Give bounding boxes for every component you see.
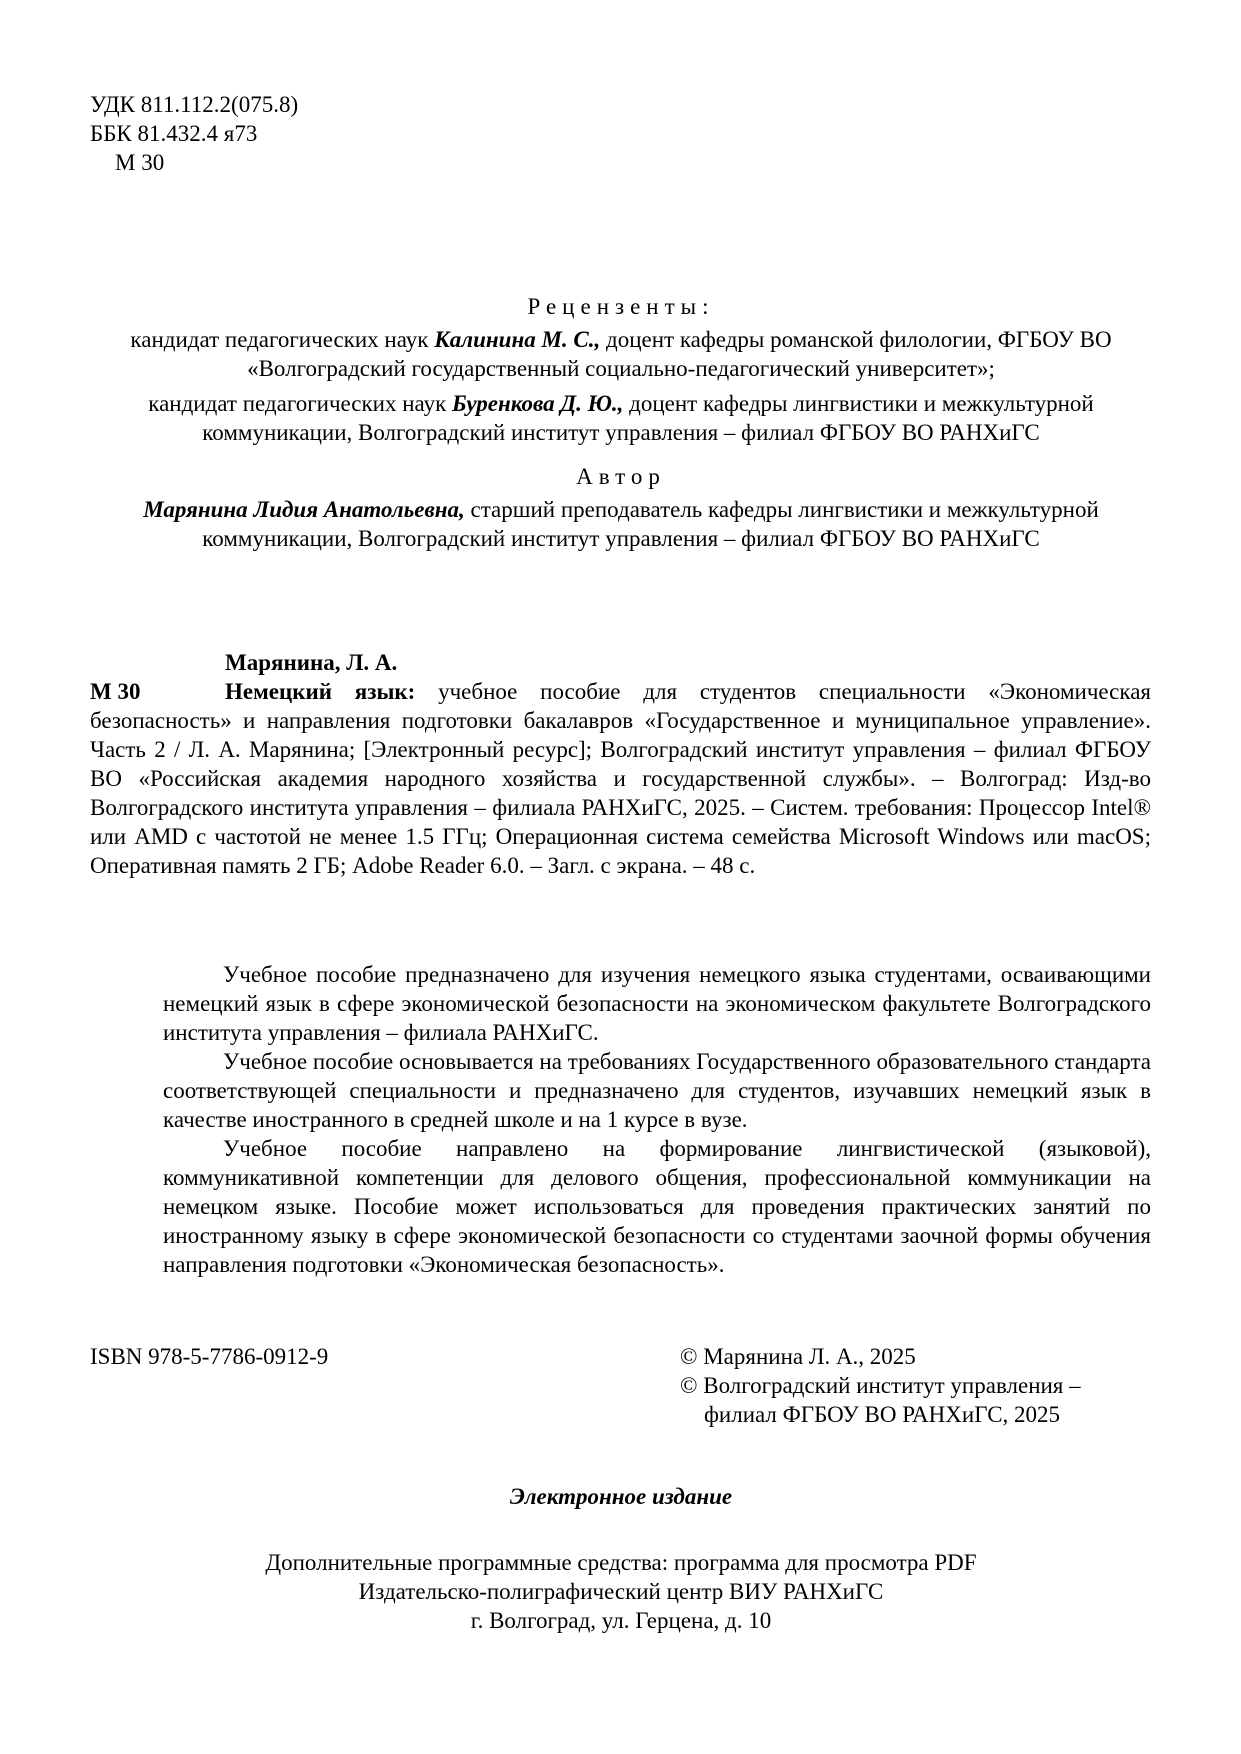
copyright-author: © Марянина Л. А., 2025 [680, 1344, 916, 1369]
author-description: старший преподаватель кафедры лингвистики и межкультурной коммуникации, Волгоградский институт управления – филиал ФГБОУ ВО РАНХиГС [202, 497, 1099, 551]
copyright-institute: © Волгоградский институт управления – [680, 1373, 1081, 1398]
bibliographic-record [90, 648, 1151, 880]
edition-note: Электронное издание [509, 1484, 733, 1509]
reviewer-1-position: доцент кафедры романской филологии, ФГБОУ ВО «Волгоградский государственный социально-педагогический университет»; [247, 327, 1112, 381]
reviewer-2 [95, 389, 1147, 447]
author-info [95, 495, 1147, 553]
copyright-block [680, 1342, 1081, 1429]
reviewer-2-position: доцент кафедры лингвистики и межкультурной коммуникации, Волгоградский институт управления – филиал ФГБОУ ВО РАНХиГС [202, 391, 1094, 445]
reviewer-1-degree: кандидат педагогических наук [130, 327, 435, 352]
publishing-info [95, 1548, 1147, 1635]
copyright-institute-cont: филиал ФГБОУ ВО РАНХиГС, 2025 [704, 1402, 1061, 1427]
udk-code: УДК 811.112.2(075.8) [90, 92, 299, 117]
publisher-address: г. Волгоград, ул. Герцена, д. 10 [470, 1608, 772, 1633]
biblio-author-heading: Марянина, Л. А. [225, 650, 398, 675]
author-section [95, 462, 1147, 553]
biblio-entry [90, 677, 1151, 880]
annotation-paragraph: Учебное пособие основывается на требованиях Государственного образовательного стандарта соответствующей специальности и предназначено для студентов, изучавших немецкий язык в качестве иностранного в средней школе и на 1 курсе в вузе. [163, 1049, 1151, 1132]
author-heading: Автор [576, 464, 666, 489]
software-requirements: Дополнительные программные средства: программа для просмотра PDF [265, 1550, 977, 1575]
classification-block [90, 90, 298, 177]
publisher-name: Издательско-полиграфический центр ВИУ РАНХиГС [358, 1579, 884, 1604]
biblio-title: Немецкий язык: [225, 679, 416, 704]
annotation-paragraph: Учебное пособие направлено на формирование лингвистической (языковой), коммуникативной компетенции для делового общения, профессиональной коммуникации на немецком языке. Пособие может использоваться для проведения практических занятий по иностранному языку в сфере экономической безопасности со студентами заочной формы обучения направления подготовки «Экономическая безопасность». [163, 1136, 1151, 1277]
biblio-code: М 30 [90, 679, 141, 704]
reviewer-2-name: Буренкова Д. Ю., [452, 391, 624, 416]
reviewers-section [95, 292, 1147, 453]
author-mark: М 30 [115, 150, 165, 175]
biblio-description: учебное пособие для студентов специальности «Экономическая безопасность» и направления подготовки бакалавров «Государственное и муниципальное управление». Часть 2 / Л. А. Марянина; [Электронный ресурс]; Волгоградский институт управления – филиал ФГБОУ ВО «Российская академия народного хозяйства и государственной службы». – Волгоград: Изд-во Волгоградского института управления – филиала РАНХиГС, 2025. – Систем. требования: Процессор Intel® или AMD с частотой не менее 1.5 ГГц; Операционная система семейства Microsoft Windows или macOS; Оперативная память 2 ГБ; Adobe Reader 6.0. – Загл. с экрана. – 48 с. [90, 679, 1151, 878]
annotation-paragraph: Учебное пособие предназначено для изучения немецкого языка студентами, осваивающими немецкий язык в сфере экономической безопасности на экономическом факультете Волгоградского института управления – филиала РАНХиГС. [163, 962, 1151, 1045]
reviewers-heading: Рецензенты: [527, 294, 715, 319]
annotation-section [163, 960, 1151, 1279]
isbn: ISBN 978-5-7786-0912-9 [90, 1344, 329, 1369]
reviewer-2-degree: кандидат педагогических наук [148, 391, 453, 416]
reviewer-1 [95, 325, 1147, 383]
author-name: Марянина Лидия Анатольевна, [143, 497, 465, 522]
reviewer-1-name: Калинина М. С., [434, 327, 601, 352]
bbk-code: ББК 81.432.4 я73 [90, 121, 258, 146]
